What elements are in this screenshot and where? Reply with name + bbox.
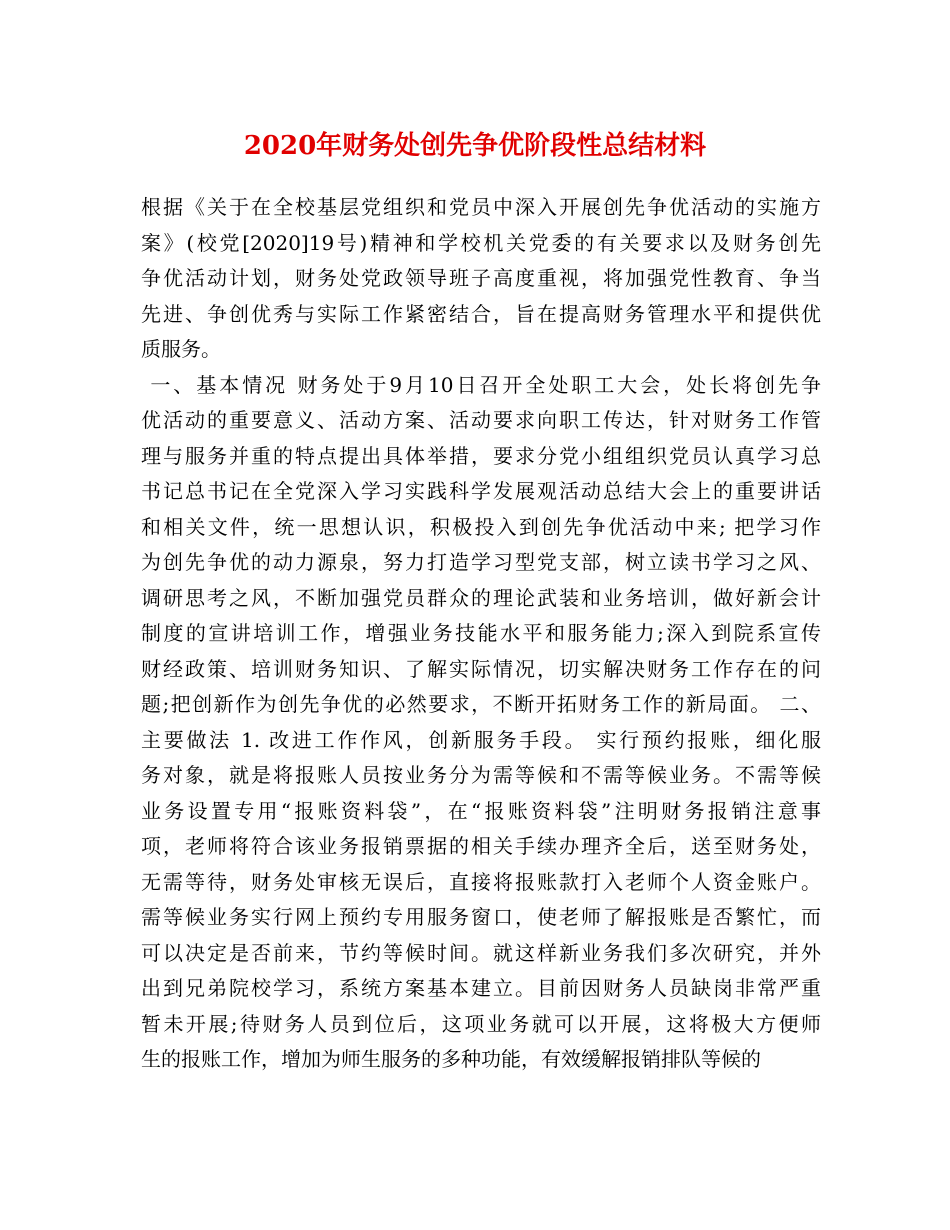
document-body	[141, 190, 821, 1078]
body-line: 和相关文件，统一思想认识，积极投入到创先争优活动中来; 把学习作	[141, 514, 821, 539]
body-line: 出到兄弟院校学习，系统方案基本建立。目前因财务人员缺岗非常严重	[141, 976, 821, 1000]
body-line: 理与服务并重的特点提出具体举措，要求分党小组组织党员认真学习总	[141, 443, 821, 468]
body-line: 需等候业务实行网上预约专用服务窗口，使老师了解报账是否繁忙，而	[141, 905, 821, 929]
body-line: 可以决定是否前来，节约等候时间。就这样新业务我们多次研究，并外	[141, 940, 821, 965]
body-line: 优活动的重要意义、活动方案、活动要求向职工传达，针对财务工作管	[141, 408, 821, 432]
body-line: 务对象，就是将报账人员按业务分为需等候和不需等候业务。不需等候	[141, 763, 821, 787]
body-line: 业务设置专用“报账资料袋”，在“报账资料袋”注明财务报销注意事	[141, 798, 821, 823]
body-line: 调研思考之风，不断加强党员群众的理论武装和业务培训，做好新会计	[141, 585, 821, 610]
body-line: 主要做法 1. 改进工作作风，创新服务手段。 实行预约报账，细化服	[141, 727, 821, 752]
body-line: 生的报账工作，增加为师生服务的多种功能，有效缓解报销排队等候的	[141, 1047, 761, 1071]
body-line: 根据《关于在全校基层党组织和党员中深入开展创先争优活动的实施方	[141, 195, 821, 219]
body-line: 先进、争创优秀与实际工作紧密结合，旨在提高财务管理水平和提供优	[141, 301, 821, 326]
body-line: 制度的宣讲培训工作，增强业务技能水平和服务能力;深入到院系宣传	[141, 621, 821, 645]
body-line: 书记总书记在全党深入学习实践科学发展观活动总结大会上的重要讲话	[141, 479, 821, 503]
body-line: 质服务。	[141, 337, 221, 361]
body-line: 项，老师将符合该业务报销票据的相关手续办理齐全后，送至财务处，	[141, 834, 821, 858]
body-line: 案》(校党[2020]19号)精神和学校机关党委的有关要求以及财务创先	[141, 230, 821, 255]
body-line: 题;把创新作为创先争优的必然要求，不断开拓财务工作的新局面。 二、	[141, 692, 821, 716]
body-line: 一、基本情况 财务处于9月10日召开全处职工大会，处长将创先争	[141, 372, 821, 397]
body-line: 为创先争优的动力源泉，努力打造学习型党支部，树立读书学习之风、	[141, 550, 821, 574]
document-title: 2020年财务处创先争优阶段性总结材料	[243, 131, 707, 161]
body-line: 争优活动计划，财务处党政领导班子高度重视，将加强党性教育、争当	[141, 266, 821, 290]
body-line: 无需等待，财务处审核无误后，直接将报账款打入老师个人资金账户。	[141, 869, 821, 894]
body-line: 财经政策、培训财务知识、了解实际情况，切实解决财务工作存在的问	[141, 656, 821, 681]
body-line: 暂未开展;待财务人员到位后，这项业务就可以开展，这将极大方便师	[141, 1011, 821, 1036]
